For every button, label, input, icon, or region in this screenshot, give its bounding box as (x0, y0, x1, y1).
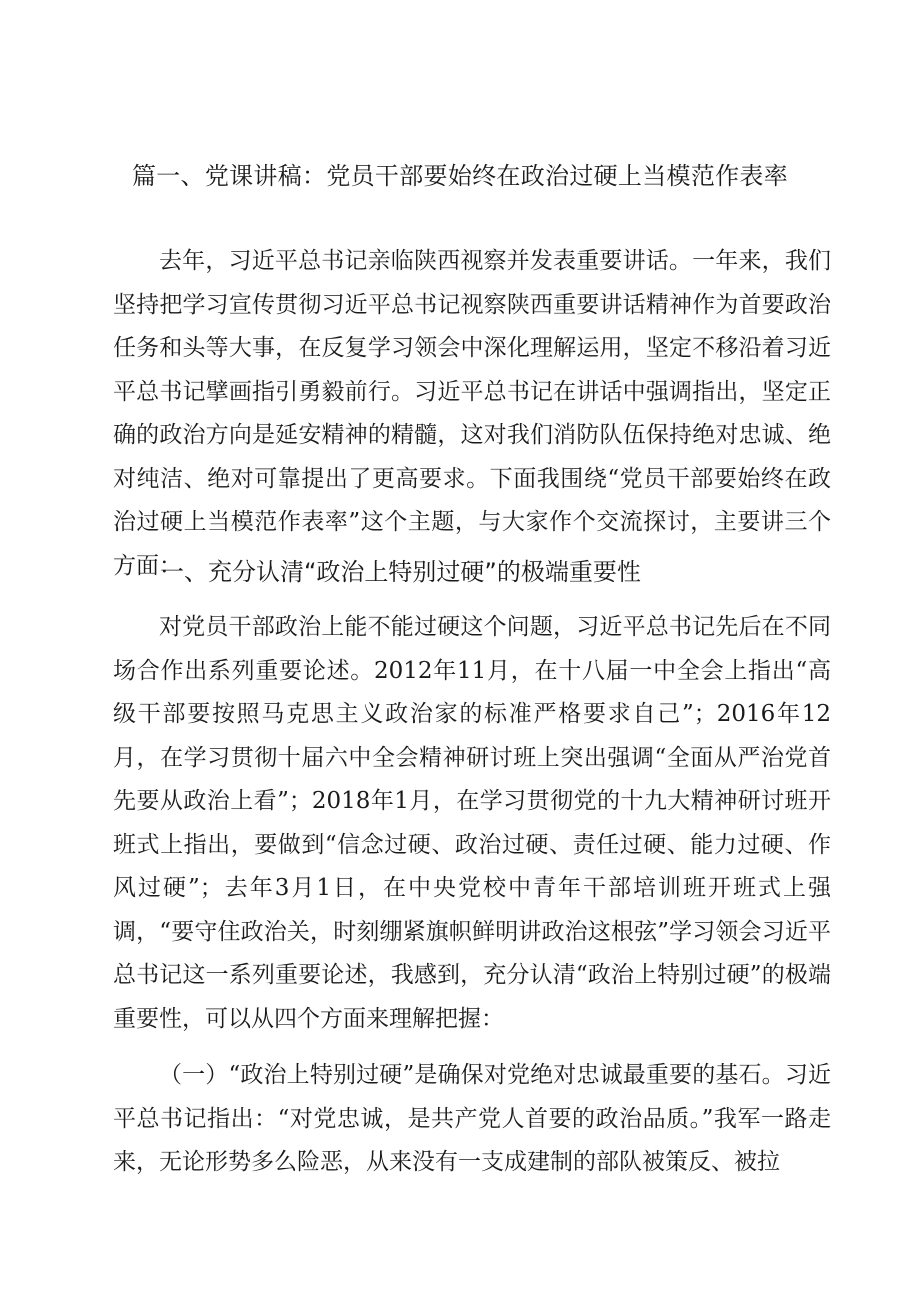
document-title: 篇一、党课讲稿：党员干部要始终在政治过硬上当模范作表率 (131, 162, 789, 190)
section-paragraph: 对党员干部政治上能不能过硬这个问题，习近平总书记先后在不同场合作出系列重要论述。2012年11月，在十八届一中全会上指出“高级干部要按照马克思主义政治家的标准严格要求自己”；2016年12月，在学习贯彻十届六中全会精神研讨班上突出强调“全面从严治党首先要从政治上看”；2018年1月，在学习贯彻党的十九大精神研讨班开班式上指出，要做到“信念过硬、政治过硬、责任过硬、能力过硬、作风过硬”；去年3月1日，在中央党校中青年干部培训班开班式上强调，“要守住政治关，时刻绷紧旗帜鲜明讲政治这根弦”学习领会习近平总书记这一系列重要论述，我感到，充分认清“政治上特别过硬”的极端重要性，可以从四个方面来理解把握： (113, 614, 831, 1032)
intro-paragraph: 去年，习近平总书记亲临陕西视察并发表重要讲话。一年来，我们坚持把学习宣传贯彻习近平总书记视察陕西重要讲话精神作为首要政治任务和头等大事，在反复学习领会中深化理解运用，坚定不移沿着习近平总书记擘画指引勇毅前行。习近平总书记在讲话中强调指出，坚定正确的政治方向是延安精神的精髓，这对我们消防队伍保持绝对忠诚、绝对纯洁、绝对可靠提出了更高要求。下面我围绕“党员干部要始终在政治过硬上当模范作表率”这个主题，与大家作个交流探讨，主要讲三个方面： (113, 248, 831, 579)
section-heading: 一、充分认清“政治上特别过硬”的极端重要性 (160, 558, 641, 586)
subsection-paragraph: （一）“政治上特别过硬”是确保对党绝对忠诚最重要的基石。习近平总书记指出：“对党忠诚，是共产党人首要的政治品质。”我军一路走来，无论形势多么险恶，从来没有一支成建制的部队被策反、被拉 (113, 1062, 831, 1175)
